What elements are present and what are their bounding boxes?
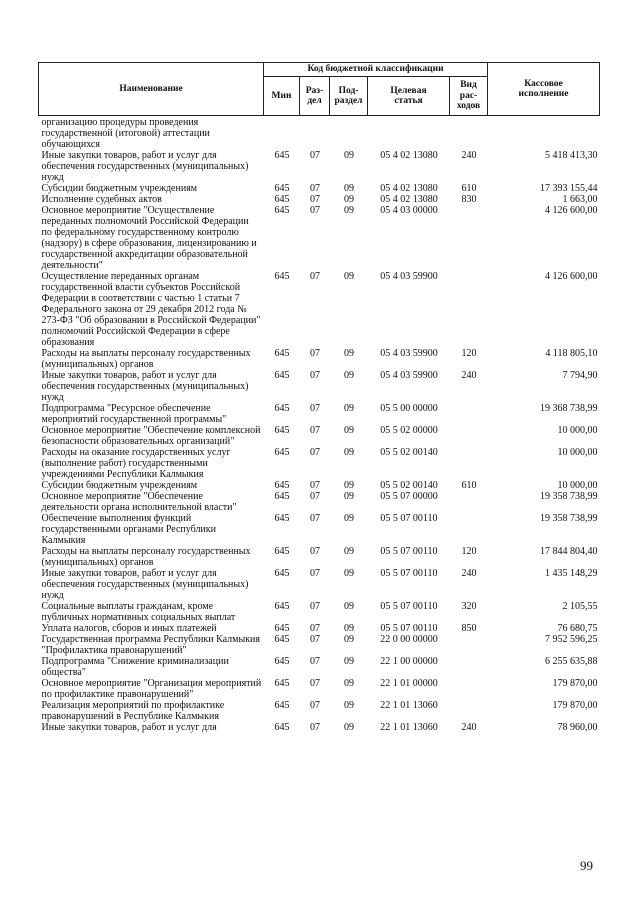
row-min: 645 xyxy=(274,183,290,194)
row-target-item: 05 5 07 00110 xyxy=(380,601,438,612)
row-podrazdel: 09 xyxy=(344,700,354,711)
row-expense-type: 610 xyxy=(461,480,477,491)
table-row xyxy=(39,425,600,447)
table-row xyxy=(39,722,600,733)
row-min: 645 xyxy=(274,634,290,645)
row-amount: 4 118 805,10 xyxy=(545,348,598,359)
table-row xyxy=(39,348,600,370)
row-razdel: 07 xyxy=(310,568,320,579)
row-target-item: 05 4 03 59900 xyxy=(380,271,438,282)
table-row xyxy=(39,447,600,480)
row-expense-type xyxy=(450,425,488,447)
row-min: 645 xyxy=(274,601,290,612)
row-min: 645 xyxy=(274,348,290,359)
row-name: Подпрограмма "Ресурсное обеспечение мероприятий государственной программы" xyxy=(41,403,227,425)
row-amount: 4 126 600,00 xyxy=(545,271,598,282)
row-min: 645 xyxy=(274,205,290,216)
row-name: Расходы на выплаты персоналу государственных (муниципальных) органов xyxy=(41,348,251,370)
row-target-item: 05 4 03 59900 xyxy=(380,370,438,381)
row-razdel: 07 xyxy=(310,722,320,733)
table-row xyxy=(39,271,600,348)
row-name: Иные закупки товаров, работ и услуг для обеспечения государственных (муниципальных) нужд xyxy=(41,568,249,601)
table-row xyxy=(39,601,600,623)
row-name: Исполнение судебных актов xyxy=(41,194,162,205)
row-name: Основное мероприятие "Осуществление переданных полномочий Российской Федерации по федеральному государственному контролю (надзору) в сфере образования, лицензированию и государственной аккредитации образовательной деятельности" xyxy=(41,205,257,271)
row-podrazdel: 09 xyxy=(344,447,354,458)
row-razdel xyxy=(300,116,330,151)
row-name: Подпрограмма "Снижение криминализации общества" xyxy=(41,656,229,678)
row-razdel: 07 xyxy=(310,150,320,161)
row-name: Расходы на оказание государственных услуг (выполнение работ) государственными учреждениями Республики Калмыкия xyxy=(41,447,231,480)
row-expense-type xyxy=(450,491,488,513)
table-row xyxy=(39,150,600,183)
row-podrazdel: 09 xyxy=(344,513,354,524)
row-min: 645 xyxy=(274,722,290,733)
row-podrazdel: 09 xyxy=(344,623,354,634)
row-podrazdel: 09 xyxy=(344,656,354,667)
row-amount: 179 870,00 xyxy=(552,700,598,711)
row-expense-type: 850 xyxy=(461,623,477,634)
row-min: 645 xyxy=(274,700,290,711)
row-expense-type: 320 xyxy=(461,601,477,612)
row-target-item: 05 4 02 13080 xyxy=(380,194,438,205)
row-podrazdel xyxy=(330,116,368,151)
row-name: Основное мероприятие "Обеспечение деятельности органа исполнительной власти" xyxy=(41,491,237,513)
row-target-item: 22 1 01 13060 xyxy=(380,722,438,733)
row-target-item: 22 1 00 00000 xyxy=(380,656,438,667)
row-razdel: 07 xyxy=(310,271,320,282)
row-amount: 19 358 738,99 xyxy=(540,513,598,524)
table-row xyxy=(39,480,600,491)
row-name: Иные закупки товаров, работ и услуг для обеспечения государственных (муниципальных) нужд xyxy=(41,370,249,403)
header-min: Мин xyxy=(264,77,300,116)
row-amount: 2 105,55 xyxy=(562,601,598,612)
row-expense-type xyxy=(450,116,488,151)
table-row xyxy=(39,194,600,205)
row-expense-type xyxy=(450,678,488,700)
row-podrazdel: 09 xyxy=(344,271,354,282)
row-expense-type: 830 xyxy=(461,194,477,205)
row-razdel: 07 xyxy=(310,491,320,502)
row-target-item: 05 5 07 00110 xyxy=(380,568,438,579)
row-razdel: 07 xyxy=(310,678,320,689)
row-razdel: 07 xyxy=(310,425,320,436)
row-expense-type xyxy=(450,205,488,271)
row-razdel: 07 xyxy=(310,656,320,667)
row-podrazdel: 09 xyxy=(344,678,354,689)
table-row xyxy=(39,678,600,700)
row-razdel: 07 xyxy=(310,546,320,557)
row-expense-type: 240 xyxy=(461,568,477,579)
table-row xyxy=(39,656,600,678)
row-expense-type xyxy=(450,700,488,722)
table-row xyxy=(39,370,600,403)
table-row xyxy=(39,183,600,194)
row-amount: 7 794,90 xyxy=(562,370,598,381)
row-razdel: 07 xyxy=(310,700,320,711)
row-name: Расходы на выплаты персоналу государственных (муниципальных) органов xyxy=(41,546,251,568)
row-target-item: 05 4 02 13080 xyxy=(380,183,438,194)
row-target-item: 22 1 01 00000 xyxy=(380,678,438,689)
row-min: 645 xyxy=(274,568,290,579)
row-min: 645 xyxy=(274,150,290,161)
row-expense-type: 240 xyxy=(461,370,477,381)
row-expense-type xyxy=(450,403,488,425)
row-podrazdel: 09 xyxy=(344,634,354,645)
row-razdel: 07 xyxy=(310,183,320,194)
row-min: 645 xyxy=(274,271,290,282)
row-target-item: 05 5 02 00000 xyxy=(380,425,438,436)
row-amount: 1 435 148,29 xyxy=(545,568,598,579)
row-expense-type xyxy=(450,447,488,480)
header-vid: Вид рас- ходов xyxy=(450,77,488,116)
table-row xyxy=(39,116,600,151)
row-min: 645 xyxy=(274,513,290,524)
table-row xyxy=(39,403,600,425)
row-name: Социальные выплаты гражданам, кроме публичных нормативных социальных выплат xyxy=(41,601,236,623)
row-podrazdel: 09 xyxy=(344,568,354,579)
header-razdel: Раз- дел xyxy=(300,77,330,116)
row-amount: 76 680,75 xyxy=(557,623,598,634)
row-target-item: 05 5 07 00110 xyxy=(380,513,438,524)
row-target-item: 05 5 02 00140 xyxy=(380,480,438,491)
row-amount: 19 368 738,99 xyxy=(540,403,598,414)
row-amount: 10 000,00 xyxy=(557,447,598,458)
table-row xyxy=(39,205,600,271)
row-min: 645 xyxy=(274,480,290,491)
row-amount: 10 000,00 xyxy=(557,480,598,491)
row-expense-type: 240 xyxy=(461,150,477,161)
row-min: 645 xyxy=(274,425,290,436)
table-row xyxy=(39,491,600,513)
row-expense-type: 120 xyxy=(461,348,477,359)
row-amount xyxy=(488,116,600,151)
row-razdel: 07 xyxy=(310,601,320,612)
row-target-item: 05 4 02 13080 xyxy=(380,150,438,161)
header-kass: Кассовое исполнение xyxy=(488,63,600,116)
row-target-item: 05 5 07 00000 xyxy=(380,491,438,502)
row-name: Субсидии бюджетным учреждениям xyxy=(41,183,198,194)
row-amount: 6 255 635,88 xyxy=(545,656,598,667)
header-podrazdel: Под- раздел xyxy=(330,77,368,116)
row-amount: 78 960,00 xyxy=(557,722,598,733)
row-amount: 179 870,00 xyxy=(552,678,598,689)
row-razdel: 07 xyxy=(310,634,320,645)
row-podrazdel: 09 xyxy=(344,183,354,194)
row-amount: 17 393 155,44 xyxy=(540,183,598,194)
table-row xyxy=(39,700,600,722)
row-min: 645 xyxy=(274,656,290,667)
row-razdel: 07 xyxy=(310,348,320,359)
row-name: Осуществление переданных органам государственной власти субъектов Российской Федерации в соответствии с частью 1 статьи 7 Федерального закона от 29 декабря 2012 года № 273-ФЗ "Об образовании в Российской Федерации" полномочий Российской Федерации в сфере образования xyxy=(41,271,261,348)
row-name: Иные закупки товаров, работ и услуг для xyxy=(41,722,217,733)
row-podrazdel: 09 xyxy=(344,150,354,161)
row-podrazdel: 09 xyxy=(344,403,354,414)
row-amount: 19 358 738,99 xyxy=(540,491,598,502)
row-target-item xyxy=(368,116,450,151)
row-min: 645 xyxy=(274,403,290,414)
row-min: 645 xyxy=(274,491,290,502)
row-podrazdel: 09 xyxy=(344,370,354,381)
row-expense-type xyxy=(450,656,488,678)
row-podrazdel: 09 xyxy=(344,194,354,205)
row-razdel: 07 xyxy=(310,447,320,458)
header-tsel: Целевая статья xyxy=(368,77,450,116)
row-amount: 1 663,00 xyxy=(562,194,598,205)
table-row xyxy=(39,513,600,546)
table-row xyxy=(39,546,600,568)
row-name: Основное мероприятие "Обеспечение комплексной безопасности образовательных организаций" xyxy=(41,425,261,447)
row-razdel: 07 xyxy=(310,370,320,381)
header-name: Наименование xyxy=(39,63,264,116)
row-name: Иные закупки товаров, работ и услуг для обеспечения государственных (муниципальных) нужд xyxy=(41,150,249,183)
row-podrazdel: 09 xyxy=(344,601,354,612)
row-expense-type: 610 xyxy=(461,183,477,194)
row-name: Уплата налогов, сборов и иных платежей xyxy=(41,623,217,634)
row-podrazdel: 09 xyxy=(344,480,354,491)
row-min: 645 xyxy=(274,194,290,205)
row-name: Субсидии бюджетным учреждениям xyxy=(41,480,198,491)
row-razdel: 07 xyxy=(310,205,320,216)
row-target-item: 22 0 00 00000 xyxy=(380,634,438,645)
row-podrazdel: 09 xyxy=(344,546,354,557)
row-expense-type: 240 xyxy=(461,722,477,733)
row-expense-type: 120 xyxy=(461,546,477,557)
row-name: Реализация мероприятий по профилактике правонарушений в Республике Калмыкия xyxy=(41,700,225,722)
row-target-item: 22 1 01 13060 xyxy=(380,700,438,711)
row-target-item: 05 5 07 00110 xyxy=(380,623,438,634)
row-target-item: 05 4 03 59900 xyxy=(380,348,438,359)
row-razdel: 07 xyxy=(310,480,320,491)
table-header xyxy=(39,63,600,116)
row-target-item: 05 4 03 00000 xyxy=(380,205,438,216)
table-row xyxy=(39,623,600,634)
row-razdel: 07 xyxy=(310,513,320,524)
table-row xyxy=(39,568,600,601)
row-expense-type xyxy=(450,634,488,656)
row-amount: 7 952 596,25 xyxy=(545,634,598,645)
row-amount: 5 418 413,30 xyxy=(545,150,598,161)
row-razdel: 07 xyxy=(310,623,320,634)
row-min: 645 xyxy=(274,678,290,689)
table-row xyxy=(39,634,600,656)
row-target-item: 05 5 00 00000 xyxy=(380,403,438,414)
row-name: Основное мероприятие "Организация мероприятий по профилактике правонарушений" xyxy=(41,678,262,700)
row-podrazdel: 09 xyxy=(344,425,354,436)
row-min: 645 xyxy=(274,546,290,557)
row-expense-type xyxy=(450,513,488,546)
budget-execution-table xyxy=(38,62,600,733)
header-kbk: Код бюджетной классификации xyxy=(264,63,488,77)
row-name: Обеспечение выполнения функций государственными органами Республики Калмыкия xyxy=(41,513,216,546)
row-min: 645 xyxy=(274,623,290,634)
row-amount: 17 844 804,40 xyxy=(540,546,598,557)
row-expense-type xyxy=(450,271,488,348)
row-podrazdel: 09 xyxy=(344,722,354,733)
row-min: 645 xyxy=(274,370,290,381)
table-body xyxy=(39,116,600,734)
row-podrazdel: 09 xyxy=(344,348,354,359)
row-target-item: 05 5 07 00110 xyxy=(380,546,438,557)
page-number: 99 xyxy=(580,858,593,873)
row-min: 645 xyxy=(274,447,290,458)
row-razdel: 07 xyxy=(310,403,320,414)
row-name: Государственная программа Республики Калмыкия "Профилактика правонарушений" xyxy=(41,634,261,656)
row-target-item: 05 5 02 00140 xyxy=(380,447,438,458)
row-amount: 10 000,00 xyxy=(557,425,598,436)
row-min xyxy=(264,116,300,151)
row-podrazdel: 09 xyxy=(344,491,354,502)
row-name: организацию процедуры проведения государственной (итоговой) аттестации обучающихся xyxy=(41,117,210,150)
row-razdel: 07 xyxy=(310,194,320,205)
row-podrazdel: 09 xyxy=(344,205,354,216)
row-amount: 4 126 600,00 xyxy=(545,205,598,216)
